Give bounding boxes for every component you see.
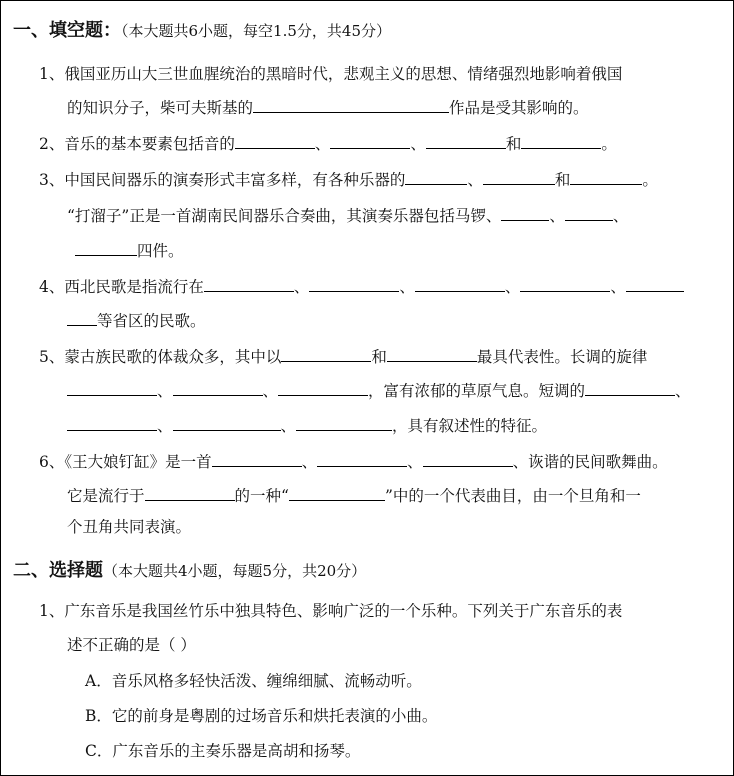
section-2-heading (13, 561, 366, 581)
q6-sep-2: 、 (407, 453, 423, 471)
q4-blank-4 (520, 275, 610, 292)
q3-sep-2: 、 (549, 207, 565, 225)
section-2-note: （本大题共4小题，每题5分，共20分） (103, 562, 367, 580)
q3-blank-2 (483, 168, 555, 185)
q6-text-1a: 6、《王大娘钉缸》是一首 (39, 453, 212, 471)
q6-line-3 (67, 517, 191, 537)
q3-blank-4 (501, 204, 549, 221)
mc1-line-2 (67, 635, 196, 655)
q4-blank-3 (415, 275, 505, 292)
q5-sep-3: 、 (675, 382, 691, 400)
q6-text-1b: 、诙谐的民间歌舞曲。 (512, 453, 668, 471)
q3-line-1 (39, 168, 658, 190)
q6-text-2b: 的一种“ (234, 487, 289, 505)
q5-blank-9 (296, 414, 392, 431)
q2-end: 。 (601, 135, 617, 153)
q3-sep-3: 、 (612, 207, 629, 225)
q6-blank-2 (317, 450, 407, 467)
q1-text-1: 1、俄国亚历山大三世血腥统治的黑暗时代，悲观主义的思想、情绪强烈地影响着俄国 (39, 65, 623, 83)
q6-text-2c: ”中的一个代表曲目，由一个旦角和一 (384, 487, 641, 505)
q2-and: 和 (505, 135, 522, 153)
q3-blank-3 (570, 168, 642, 185)
q5-and: 和 (371, 348, 387, 366)
q2-text: 2、音乐的基本要素包括音的 (39, 135, 235, 153)
mc1-line-1 (39, 601, 622, 621)
q2-sep-1: 、 (314, 135, 331, 153)
q4-sep-4: 、 (610, 278, 626, 296)
q3-blank-1 (405, 168, 467, 185)
q2-sep-2: 、 (410, 135, 426, 153)
q4-blank-5 (626, 275, 684, 292)
q5-sep-1: 、 (157, 382, 173, 400)
q6-text-2a: 它是流行于 (67, 487, 145, 505)
q3-text-2: “打溜子”正是一首湖南民间器乐合奏曲，其演奏乐器包括马锣、 (67, 207, 502, 225)
mc1-option-b-text: B．它的前身是粤剧的过场音乐和烘托表演的小曲。 (85, 707, 438, 725)
q4-line-1 (39, 275, 684, 297)
q4-blank-1 (204, 275, 294, 292)
q5-sep-4: 、 (157, 417, 173, 435)
q2-line (39, 132, 617, 154)
q1-text-2a: 的知识分子，柴可夫斯基的 (67, 99, 254, 117)
q6-line-2 (67, 484, 641, 506)
q4-blank-2 (309, 275, 399, 292)
q5-line-1 (39, 345, 647, 367)
q5-blank-2 (387, 345, 477, 362)
q3-line-3 (75, 239, 184, 261)
q2-blank-4 (521, 132, 601, 149)
q2-blank-2 (330, 132, 410, 149)
q5-text-1a: 5、蒙古族民歌的体裁众多，其中以 (39, 348, 282, 366)
mc1-option-c-text: C．广东音乐的主奏乐器是高胡和扬琴。 (85, 742, 361, 760)
q3-blank-5 (565, 204, 613, 221)
q3-line-2 (67, 204, 628, 226)
q1-line-2 (67, 96, 589, 118)
q5-sep-5: 、 (280, 417, 297, 435)
mc1-option-a (85, 671, 422, 691)
q4-line-2 (67, 309, 206, 331)
q5-text-3b: ，具有叙述性的特征。 (392, 417, 548, 435)
q4-sep-2: 、 (399, 278, 415, 296)
q1-text-2b: 作品是受其影响的。 (449, 99, 589, 117)
section-2-title: 二、选择题 (13, 560, 103, 581)
q5-blank-5 (278, 379, 368, 396)
q2-blank-1 (235, 132, 315, 149)
q6-line-1 (39, 450, 668, 472)
q6-sep-1: 、 (301, 453, 318, 471)
q1-line-1 (39, 64, 622, 84)
mc1-text-2: 述不正确的是（ ） (67, 636, 196, 654)
q4-sep-1: 、 (293, 278, 310, 296)
q5-blank-7 (67, 414, 157, 431)
q3-text-3: 四件。 (137, 242, 184, 260)
mc1-option-b (85, 706, 437, 726)
q5-blank-6 (585, 379, 675, 396)
q5-blank-8 (173, 414, 281, 431)
section-1-heading (13, 21, 391, 41)
q5-line-2 (67, 379, 691, 401)
q5-blank-3 (67, 379, 157, 396)
q4-blank-5-cont (67, 309, 97, 326)
q6-text-3: 个丑角共同表演。 (67, 518, 192, 536)
q3-text-1: 3、中国民间器乐的演奏形式丰富多样，有各种乐器的 (39, 171, 406, 189)
q6-blank-1 (212, 450, 302, 467)
q6-blank-4 (145, 484, 235, 501)
section-1-title: 一、填空题： (13, 20, 121, 41)
q6-blank-3 (423, 450, 513, 467)
section-1-note: （本大题共6小题，每空1.5分，共45分） (121, 22, 391, 40)
q5-text-1b: 最具代表性。长调的旋律 (476, 348, 648, 366)
mc1-text-1: 1、广东音乐是我国丝竹乐中独具特色、影响广泛的一个乐种。下列关于广东音乐的表 (39, 602, 623, 620)
q5-sep-2: 、 (262, 382, 279, 400)
q4-text-1: 4、西北民歌是指流行在 (39, 278, 204, 296)
q4-sep-3: 、 (504, 278, 521, 296)
mc1-option-a-text: A．音乐风格多轻快活泼、缠绵细腻、流畅动听。 (85, 672, 422, 690)
q5-blank-4 (173, 379, 263, 396)
q6-blank-5 (289, 484, 385, 501)
q5-text-2b: ，富有浓郁的草原气息。短调的 (368, 382, 586, 400)
q5-line-3 (67, 414, 547, 436)
mc1-option-c (85, 741, 360, 761)
q3-blank-6 (75, 239, 137, 256)
q5-blank-1 (281, 345, 371, 362)
q3-end: 。 (642, 171, 658, 189)
q1-blank-1 (253, 96, 449, 113)
q3-and: 和 (554, 171, 571, 189)
q4-text-2: 等省区的民歌。 (97, 312, 206, 330)
q3-sep-1: 、 (467, 171, 483, 189)
q2-blank-3 (426, 132, 506, 149)
